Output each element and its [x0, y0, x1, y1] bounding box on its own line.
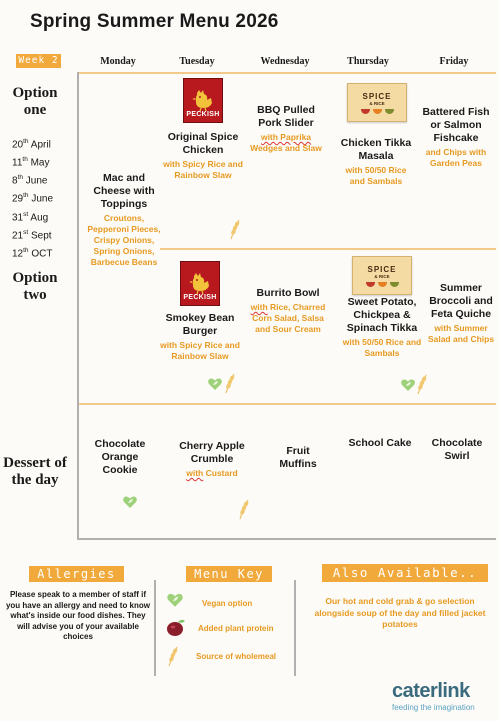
chicken-icon — [188, 272, 212, 294]
option-one-tuesday-dish: Original Spice Chicken with Spicy Rice and Rainbow Slaw — [163, 131, 243, 180]
logo-tagline: feeding the imagination — [392, 703, 475, 712]
dessert-friday: Chocolate Swirl — [431, 437, 483, 462]
option-one-thursday-dish: Chicken Tikka Masala with 50/50 Rice and Sambals — [340, 137, 412, 186]
also-available-title: Also Available.. — [322, 564, 488, 582]
option-two-tuesday-dish: Smokey Bean Burger with Spicy Rice and Rainbow Slaw — [160, 312, 240, 361]
key-item-vegan: Vegan option — [166, 590, 296, 610]
date-item: 8th June — [12, 174, 48, 187]
date-item: 12th OCT — [12, 246, 53, 260]
vegan-heart-icon — [400, 378, 416, 392]
wheat-icon — [237, 498, 251, 520]
date-item: 31st Aug — [12, 210, 49, 223]
option-one-label: Option one — [12, 85, 58, 118]
menu-key-title: Menu Key — [186, 566, 272, 582]
allergies-title: Allergies — [29, 566, 124, 582]
date-item: 20th April — [12, 138, 51, 151]
option-one-friday-dish: Battered Fish or Salmon Fishcake and Chips with Garden Peas — [422, 106, 490, 168]
vegan-heart-icon — [166, 592, 184, 608]
option-divider-rule — [160, 248, 496, 250]
option-two-thursday-dish: Sweet Potato, Chickpea & Spinach Tikka with 50/50 Rice and Sambals — [342, 296, 422, 358]
monday-dish — [84, 172, 164, 268]
monday-dish-toppings: Croutons, Pepperoni Pieces, Crispy Onions, Spring Onions, Barbecue Beans — [87, 213, 161, 267]
header-rule — [78, 72, 496, 74]
option-two-friday-dish: Summer Broccoli and Feta Quiche with Summer Salad and Chips — [427, 282, 495, 344]
date-item: 21st Sept — [12, 228, 52, 241]
bottom-divider-right — [294, 580, 296, 676]
menu-dates — [12, 135, 53, 262]
date-item: 29th June — [12, 192, 54, 205]
dessert-thursday: School Cake — [348, 437, 412, 449]
wheat-icon — [415, 373, 429, 395]
option-two-wednesday-dish: Burrito Bowl with Rice, Charred Corn Salad, Salsa and Sour Cream — [250, 287, 326, 334]
wheat-icon — [228, 218, 242, 240]
day-header-friday: Friday — [439, 56, 469, 67]
vegan-heart-icon — [207, 377, 223, 391]
vegan-heart-icon — [122, 495, 138, 509]
date-item: 11th May — [12, 156, 50, 169]
plant-protein-icon — [166, 618, 186, 638]
key-item-wholemeal: Source of wholemeal — [166, 644, 296, 668]
dessert-tuesday: Cherry Apple Crumble with Custard — [179, 440, 245, 478]
day-header-tuesday: Tuesday — [179, 56, 215, 67]
peckish-logo: PECKISH — [180, 261, 220, 306]
spice-and-rice-logo: SPICE & RICE — [347, 83, 407, 122]
key-item-plant-protein: Added plant protein — [166, 616, 296, 640]
bottom-divider-left — [154, 580, 156, 676]
page-title: Spring Summer Menu 2026 — [30, 11, 279, 32]
week-tag: Week 2 — [16, 54, 61, 68]
option-one-wednesday-dish: BBQ Pulled Pork Slider with Paprika Wedges and Slaw — [250, 104, 322, 153]
menu-key-list — [166, 590, 296, 668]
day-header-thursday: Thursday — [347, 56, 389, 67]
grid-bottom-rule — [77, 538, 496, 540]
wheat-icon — [166, 645, 180, 667]
dessert-monday: Chocolate Orange Cookie — [94, 438, 146, 476]
allergies-text: Please speak to a member of staff if you have an allergy and need to know what's inside our food dishes. They will advise you of your available choices — [5, 590, 151, 641]
monday-dish-name: Mac and Cheese with Toppings — [93, 172, 155, 210]
grid-left-rule — [77, 72, 79, 540]
chicken-icon — [191, 89, 215, 111]
also-available-text: Our hot and cold grab & go selection alongside soup of the day and filled jacket potatoes — [314, 596, 486, 629]
dessert-wednesday: Fruit Muffins — [279, 445, 317, 470]
option-two-label: Option two — [12, 270, 58, 303]
day-header-wednesday: Wednesday — [260, 56, 310, 67]
caterlink-logo — [392, 680, 496, 712]
dessert-label: Dessert of the day — [3, 455, 67, 488]
logo-wordmark: caterlink — [392, 680, 470, 702]
dessert-divider-rule — [78, 403, 496, 405]
spice-and-rice-logo: SPICE & RICE — [352, 256, 412, 295]
wheat-icon — [223, 372, 237, 394]
day-header-monday: Monday — [100, 56, 136, 67]
peckish-logo: PECKISH — [183, 78, 223, 123]
